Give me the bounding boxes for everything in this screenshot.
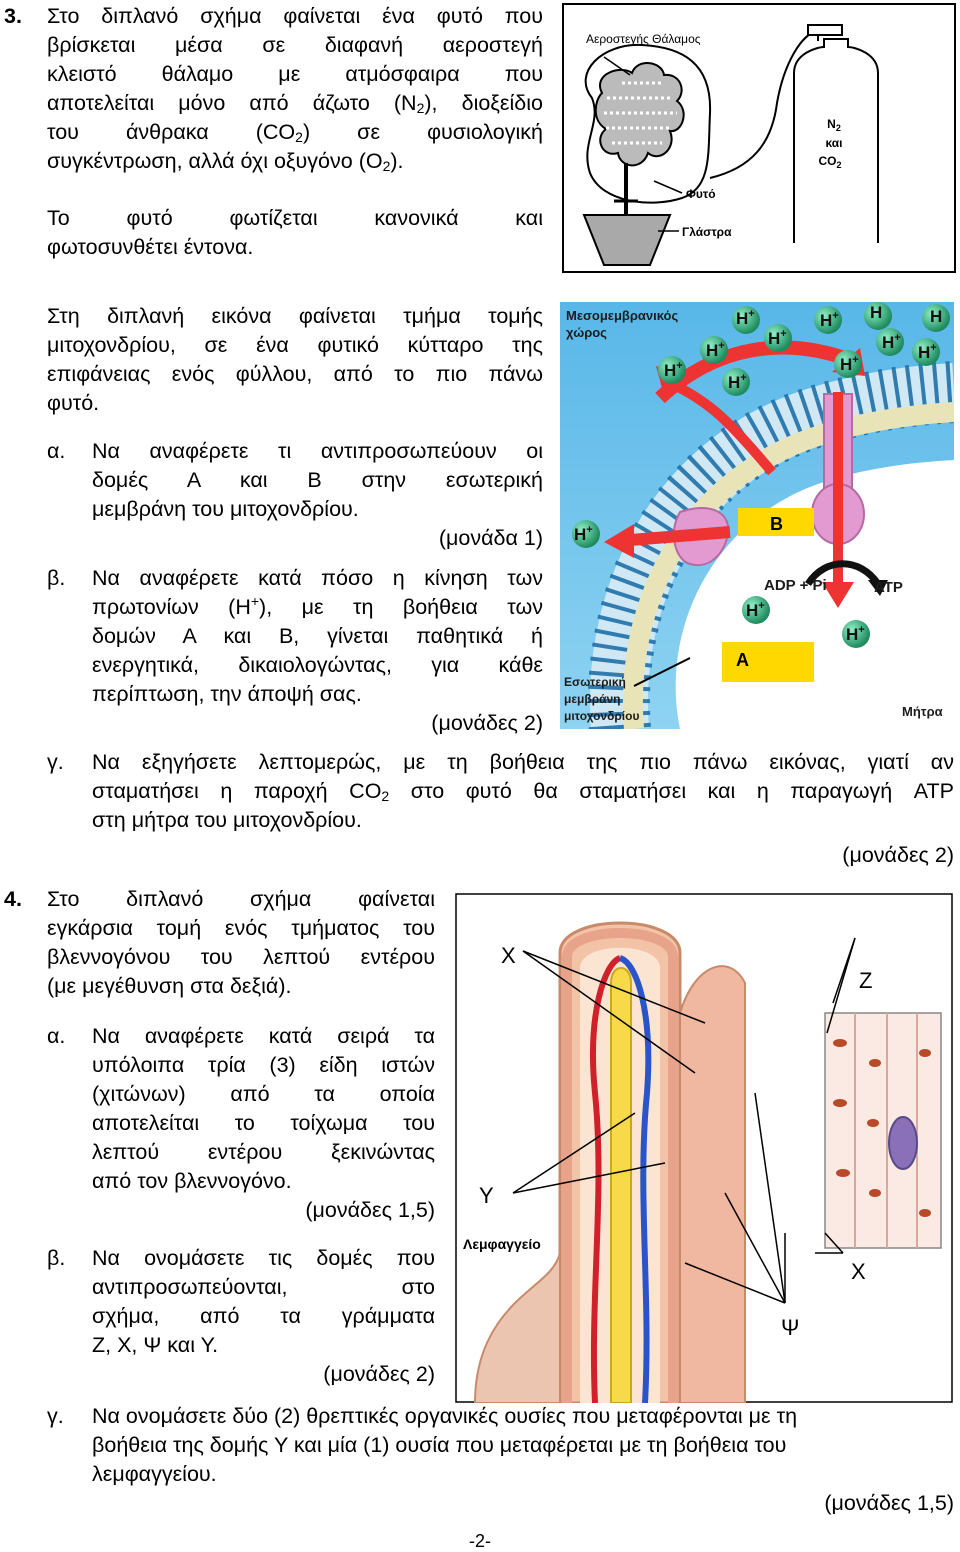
q4c-marks: (μονάδες 1,5) [824, 1491, 954, 1515]
q3c-marks: (μονάδες 2) [842, 843, 954, 867]
proton-arrow-left [630, 532, 730, 540]
page-number: -2- [469, 1531, 491, 1551]
q3-mito-line: φυτό. [47, 391, 100, 415]
q3b-marks: (μονάδες 2) [431, 711, 543, 735]
label-x-right: X [851, 1259, 866, 1284]
q3-light-line: φωτοσυνθέτει έντονα. [47, 235, 254, 259]
matrix-label: Μήτρα [902, 704, 943, 719]
q3-intro-line: βρίσκεται μέσα σε διαφανή αεροστεγή [47, 33, 543, 57]
svg-text:H+: H+ [820, 310, 839, 330]
lacteal [611, 968, 631, 1403]
q4a-line: (χιτώνων) από τα οποία [92, 1082, 435, 1106]
q3-intro-line [47, 118, 543, 147]
label-a: A [736, 650, 749, 670]
text-fragment: ). [390, 149, 404, 173]
label-b: B [770, 514, 783, 534]
q4-intro-line: βλεννογόνου του λεπτού εντέρου [47, 945, 435, 969]
text-fragment: συγκέντρωση, αλλά όχι οξυγόνο (O [47, 149, 383, 173]
text-fragment: σταματήσει η παροχή CO [92, 779, 382, 803]
q3a-marks: (μονάδα 1) [438, 526, 543, 550]
q4b-label: β. [47, 1246, 66, 1270]
q3-mito-text [47, 302, 543, 418]
q4b-line: Να ονομάσετε τις δομές που [92, 1246, 435, 1270]
q3-intro-line [47, 147, 543, 176]
q3b-line [92, 593, 543, 622]
q4-intro-line: εγκάρσια τομή ενός τμήματος του [47, 916, 435, 940]
inner-membrane-label-3: μιτοχονδρίου [564, 709, 640, 723]
mito-figure-svg [560, 302, 954, 729]
q3c-line [92, 777, 954, 806]
q3a-line: Να αναφέρετε τι αντιπροσωπεύουν οι [92, 439, 543, 463]
subscript: 2 [416, 100, 425, 116]
subscript: 2 [381, 788, 390, 804]
villus-figure [455, 893, 953, 1403]
q3b-line: περίπτωση, την άποψή σας. [92, 682, 362, 706]
text-fragment: του άνθρακα (CO [47, 120, 296, 144]
q3a-label: α. [47, 439, 66, 463]
q3c-line: στη μήτρα του μιτοχονδρίου. [92, 808, 362, 832]
text-fragment: ), διοξείδιο [424, 91, 543, 115]
q3c-text [92, 748, 954, 870]
text-fragment: ) σε φυσιολογική [302, 120, 543, 144]
label-psi: Ψ [781, 1315, 800, 1340]
q4a-line: λεπτού εντέρου ξεκινώντας [92, 1140, 435, 1164]
mito-figure [560, 302, 954, 729]
q3a-text [92, 437, 543, 553]
chamber-label: Αεροστεγής Θάλαμος [586, 32, 701, 46]
q4a-line: από τον βλεννογόνο. [92, 1169, 292, 1193]
pot-label: Γλάστρα [682, 225, 732, 239]
svg-text:H+: H+ [918, 342, 937, 362]
svg-text:H+: H+ [736, 308, 755, 328]
q4c-text [92, 1402, 954, 1518]
inner-membrane-label-1: Εσωτερική [564, 675, 626, 689]
svg-text:H+: H+ [706, 340, 725, 360]
subscript: 2 [295, 129, 303, 145]
q3b-line: δομών Α και Β, γίνεται παθητικά ή [92, 624, 543, 648]
atp-label: ATP [874, 579, 903, 596]
q4-intro-line: Στο διπλανό σχήμα φαίνεται [47, 887, 435, 911]
intermembrane-label-2: χώρος [566, 325, 607, 340]
plant-label: Φυτό [686, 187, 716, 201]
q4c-label: γ. [47, 1404, 64, 1428]
gas-label-co2: $CO_2$ [818, 154, 842, 170]
q3b-line: ενεργητικά, δικαιολογώντας, για κάθε [92, 653, 543, 677]
q3-intro-line: Στο διπλανό σχήμα φαίνεται ένα φυτό που [47, 4, 543, 28]
svg-text:H+: H+ [574, 524, 593, 544]
gas-label-n2: $N_2$ [827, 117, 841, 133]
text-fragment: αποτελείται μόνο από άζωτο (N [47, 91, 417, 115]
villus-figure-svg [455, 893, 953, 1403]
svg-text:H: H [870, 303, 883, 322]
q4-intro [47, 885, 435, 1001]
lymph-label: Λεμφαγγείο [463, 1236, 541, 1252]
q4a-line: Να αναφέρετε κατά σειρά τα [92, 1024, 435, 1048]
svg-text:H+: H+ [728, 372, 747, 392]
q4b-marks: (μονάδες 2) [323, 1362, 435, 1386]
q3-mito-line: μιτοχονδρίου, σε ένα φυτικό κύτταρο της [47, 333, 543, 357]
q3b-text [92, 564, 543, 738]
q4b-text [92, 1244, 435, 1389]
villus-right-fold [680, 966, 745, 1403]
q3-intro-line: κλειστό θάλαμο με ατμόσφαιρα που [47, 62, 543, 86]
chamber-figure [562, 3, 956, 273]
label-y: Y [479, 1183, 494, 1208]
q3-mito-line: Στη διπλανή εικόνα φαίνεται τμήμα τομής [47, 304, 543, 328]
q4c-line: βοήθεια της δομής Υ και μία (1) ουσία που μεταφέρεται με τη βοήθεια του [92, 1433, 787, 1457]
q3-intro [47, 2, 543, 176]
svg-text:H+: H+ [664, 360, 683, 380]
q3c-line: Να εξηγήσετε λεπτομερώς, με τη βοήθεια της πιο πάνω εικόνας, γιατί αν [92, 750, 954, 774]
text-fragment: στο φυτό θα σταματήσει και η παραγωγή ATP [389, 779, 954, 803]
chamber-figure-svg [562, 3, 956, 273]
q3a-line: δομές Α και Β στην εσωτερική [92, 468, 543, 492]
adp-label: ADP + Pi [764, 577, 827, 594]
q3-light-line: Το φυτό φωτίζεται κανονικά και [47, 206, 543, 230]
q4c-line: Να ονομάσετε δύο (2) θρεπτικές οργανικές ουσίες που μεταφέρονται με τη [92, 1404, 798, 1428]
q3-light-text [47, 204, 543, 262]
q4a-label: α. [47, 1024, 66, 1048]
svg-text:H+: H+ [746, 600, 765, 620]
cylinder-valve [808, 25, 842, 35]
q4b-line: αντιπροσωπεύονται, στο [92, 1275, 435, 1299]
q4-intro-line: (με μεγέθυνση στα δεξιά). [47, 974, 292, 998]
q4c-line: λεμφαγγείου. [92, 1462, 217, 1486]
svg-text:H+: H+ [840, 354, 859, 374]
q4a-line: υπόλοιπα τρία (3) είδη ιστών [92, 1053, 435, 1077]
text-fragment: ), με τη βοήθεια των [259, 595, 543, 619]
svg-text:H+: H+ [846, 624, 865, 644]
intermembrane-label-1: Μεσομεμβρανικός [566, 308, 679, 323]
label-x-left: X [501, 943, 516, 968]
q4b-line: σχήμα, από τα γράμματα [92, 1304, 435, 1328]
subscript: 2 [382, 158, 391, 174]
q3b-line: Να αναφέρετε κατά πόσο η κίνηση των [92, 566, 543, 590]
text-fragment: πρωτονίων (Η [92, 595, 251, 619]
svg-text:H+: H+ [768, 328, 787, 348]
gas-label-and: και [825, 136, 843, 150]
q4-number: 4. [4, 887, 22, 911]
superscript: + [250, 593, 260, 609]
q4b-line: Ζ, Χ, Ψ και Υ. [92, 1333, 219, 1357]
q4a-line: αποτελείται το τοίχωμα του [92, 1111, 435, 1135]
q3-mito-line: επιφάνειας ενός φύλλου, από το πιο πάνω [47, 362, 543, 386]
q3c-label: γ. [47, 750, 64, 774]
q3b-label: β. [47, 566, 66, 590]
q3a-line: μεμβράνη του μιτοχονδρίου. [92, 497, 359, 521]
svg-text:H+: H+ [882, 332, 901, 352]
q4a-marks: (μονάδες 1,5) [305, 1198, 435, 1222]
q3-intro-line [47, 89, 543, 118]
svg-text:H: H [930, 307, 943, 326]
inner-membrane-label-2: μεμβράνη [564, 692, 621, 706]
q4a-text [92, 1022, 435, 1225]
q3-number: 3. [4, 4, 22, 28]
label-z: Z [859, 968, 873, 993]
cell-nucleus [889, 1117, 917, 1169]
